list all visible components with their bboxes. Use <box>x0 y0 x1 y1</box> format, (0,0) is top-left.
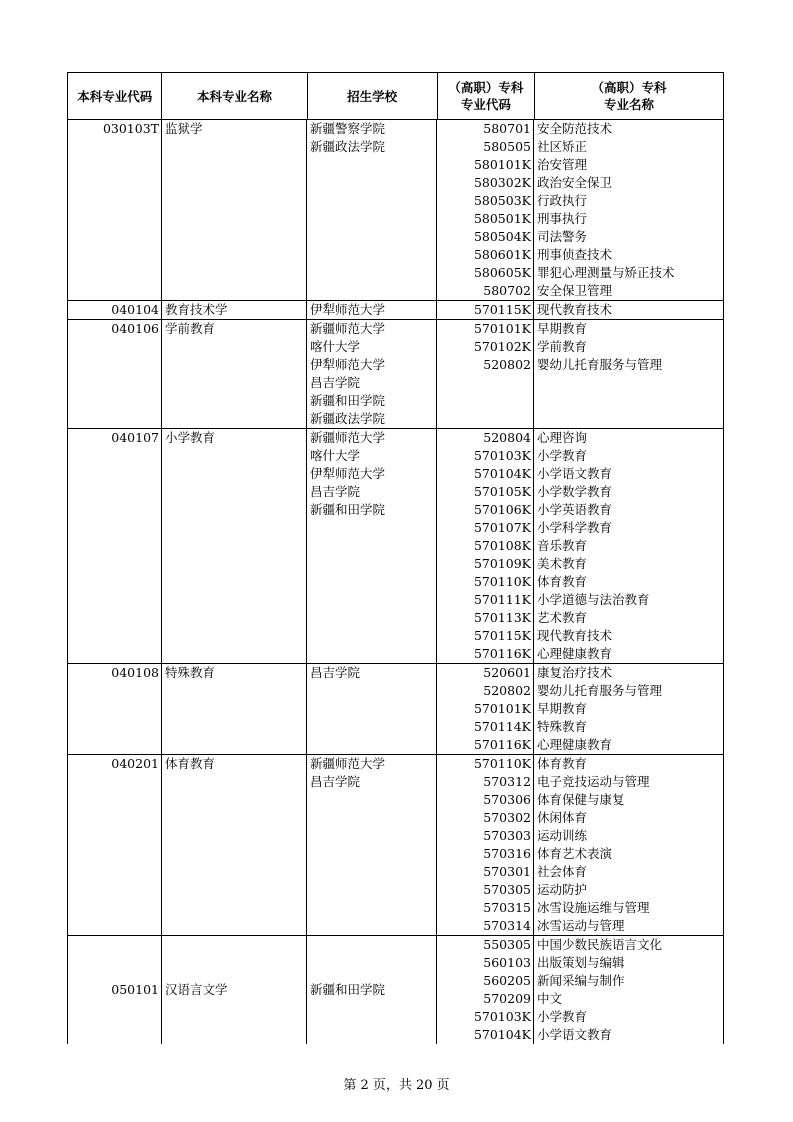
vocational-code: 520802 <box>483 357 531 372</box>
undergrad-name-cell <box>162 664 307 754</box>
vocational-code: 580101K <box>473 157 531 172</box>
table-row <box>67 320 724 429</box>
vocational-code: 520802 <box>483 683 531 698</box>
vocational-code: 570107K <box>473 520 531 535</box>
undergrad-name: 汉语言文学 <box>165 982 228 997</box>
vocational-code: 570108K <box>473 538 531 553</box>
school-name: 昌吉学院 <box>310 665 361 680</box>
vocational-name: 音乐教育 <box>537 538 588 553</box>
major-table <box>67 72 724 1044</box>
vocational-name: 心理健康教育 <box>537 646 613 661</box>
table-row <box>67 936 724 1044</box>
undergrad-code: 040201 <box>111 756 159 771</box>
vocational-code: 570111K <box>473 592 531 607</box>
vocational-name-cell <box>534 120 723 300</box>
vocational-code: 570301 <box>483 864 531 879</box>
vocational-code: 570116K <box>473 646 531 661</box>
vocational-code: 570110K <box>473 574 531 589</box>
vocational-code: 570312 <box>483 774 531 789</box>
vocational-name: 运动训练 <box>537 828 588 843</box>
vocational-name: 小学语文教育 <box>537 1027 613 1042</box>
vocational-name: 特殊教育 <box>537 719 588 734</box>
vocational-name: 心理健康教育 <box>537 737 613 752</box>
vocational-name: 政治安全保卫 <box>537 175 613 190</box>
table-row <box>67 664 724 755</box>
table-row <box>67 301 724 320</box>
table-row <box>67 429 724 664</box>
school-cell <box>307 664 437 754</box>
vocational-code-cell <box>437 320 534 428</box>
vocational-code: 570116K <box>473 737 531 752</box>
vocational-name: 刑事侦查技术 <box>537 247 613 262</box>
table-row <box>67 120 724 301</box>
header-undergrad-code: 本科专业代码 <box>68 73 162 119</box>
undergrad-name-cell <box>162 301 307 319</box>
vocational-code: 580505 <box>483 139 531 154</box>
page-footer: 第 2 页，共 20 页 <box>343 1078 450 1093</box>
vocational-code-cell <box>437 120 534 300</box>
vocational-name: 婴幼儿托育服务与管理 <box>537 357 663 372</box>
vocational-name-cell <box>534 936 723 1044</box>
vocational-code-cell <box>437 301 534 319</box>
table-body <box>67 120 724 1044</box>
vocational-name: 早期教育 <box>537 701 588 716</box>
school-cell <box>307 755 437 935</box>
vocational-name: 安全防范技术 <box>537 121 613 136</box>
vocational-name: 治安管理 <box>537 157 588 172</box>
vocational-code: 520601 <box>483 665 531 680</box>
vocational-name: 安全保卫管理 <box>537 283 613 298</box>
vocational-name: 小学道德与法治教育 <box>537 592 650 607</box>
undergrad-name-cell <box>162 936 307 1044</box>
vocational-code: 580601K <box>473 247 531 262</box>
vocational-name: 新闻采编与制作 <box>537 973 625 988</box>
vocational-code: 570316 <box>483 846 531 861</box>
vocational-code: 560103 <box>483 955 531 970</box>
vocational-name-cell <box>534 320 723 428</box>
vocational-code: 560205 <box>483 973 531 988</box>
vocational-code-cell <box>437 429 534 663</box>
vocational-code: 570209 <box>483 991 531 1006</box>
vocational-code: 580501K <box>473 211 531 226</box>
undergrad-name: 特殊教育 <box>165 665 216 680</box>
vocational-name: 司法警务 <box>537 229 588 244</box>
header-undergrad-name: 本科专业名称 <box>162 73 307 119</box>
school-name: 伊犁师范大学 <box>310 466 386 481</box>
vocational-name: 小学英语教育 <box>537 502 613 517</box>
vocational-name: 小学教育 <box>537 1009 588 1024</box>
vocational-name-cell <box>534 301 723 319</box>
vocational-name: 小学数学教育 <box>537 484 613 499</box>
vocational-code: 570314 <box>483 918 531 933</box>
undergrad-name-cell <box>162 320 307 428</box>
school-name: 新疆和田学院 <box>310 502 386 517</box>
vocational-code: 570113K <box>473 610 531 625</box>
vocational-name: 出版策划与编辑 <box>537 955 625 970</box>
undergrad-name: 体育教育 <box>165 756 216 771</box>
undergrad-name: 学前教育 <box>165 321 216 336</box>
undergrad-name-cell <box>162 429 307 663</box>
vocational-name: 早期教育 <box>537 321 588 336</box>
undergrad-code-cell <box>68 664 162 754</box>
vocational-code: 570302 <box>483 810 531 825</box>
vocational-code: 570104K <box>473 1027 531 1042</box>
vocational-code: 570102K <box>473 339 531 354</box>
vocational-name: 康复治疗技术 <box>537 665 613 680</box>
school-name: 新疆政法学院 <box>310 139 386 154</box>
undergrad-code: 040108 <box>111 665 159 680</box>
vocational-code: 580302K <box>473 175 531 190</box>
school-name: 新疆师范大学 <box>310 321 386 336</box>
vocational-code: 570101K <box>473 321 531 336</box>
school-name: 伊犁师范大学 <box>310 357 386 372</box>
school-name: 新疆师范大学 <box>310 430 386 445</box>
vocational-name: 体育教育 <box>537 756 588 771</box>
school-cell <box>307 320 437 428</box>
vocational-name: 体育保健与康复 <box>537 792 625 807</box>
school-name: 新疆政法学院 <box>310 411 386 426</box>
vocational-code: 570305 <box>483 882 531 897</box>
vocational-name: 罪犯心理测量与矫正技术 <box>537 265 675 280</box>
undergrad-name-cell <box>162 755 307 935</box>
vocational-code: 570110K <box>473 756 531 771</box>
undergrad-name: 教育技术学 <box>165 302 228 317</box>
undergrad-code: 050101 <box>111 982 159 997</box>
vocational-code: 570103K <box>473 448 531 463</box>
vocational-code: 570303 <box>483 828 531 843</box>
school-name: 新疆师范大学 <box>310 756 386 771</box>
school-name: 新疆和田学院 <box>310 982 386 997</box>
vocational-name-cell <box>534 429 723 663</box>
vocational-name: 婴幼儿托育服务与管理 <box>537 683 663 698</box>
school-name: 新疆和田学院 <box>310 393 386 408</box>
vocational-code: 570115K <box>473 302 531 317</box>
vocational-code-cell <box>437 664 534 754</box>
vocational-code-cell <box>437 936 534 1044</box>
vocational-code: 570315 <box>483 900 531 915</box>
header-vocational-name: （高职）专科 专业名称 <box>591 80 667 112</box>
vocational-name: 中文 <box>537 991 563 1006</box>
header-vocational-code: （高职）专科 专业代码 <box>438 73 535 119</box>
vocational-code: 580702 <box>483 283 531 298</box>
vocational-code: 570106K <box>473 502 531 517</box>
vocational-code-cell <box>437 755 534 935</box>
vocational-code: 580504K <box>473 229 531 244</box>
vocational-name: 小学科学教育 <box>537 520 613 535</box>
vocational-name: 学前教育 <box>537 339 588 354</box>
vocational-name: 艺术教育 <box>537 610 588 625</box>
vocational-name: 休闲体育 <box>537 810 588 825</box>
undergrad-code: 040104 <box>111 302 159 317</box>
undergrad-name: 监狱学 <box>165 121 203 136</box>
vocational-code: 580605K <box>473 265 531 280</box>
vocational-name: 冰雪运动与管理 <box>537 918 625 933</box>
vocational-name: 心理咨询 <box>537 430 588 445</box>
school-name: 喀什大学 <box>310 448 361 463</box>
vocational-code: 570104K <box>473 466 531 481</box>
school-name: 喀什大学 <box>310 339 361 354</box>
vocational-code: 550305 <box>483 937 531 952</box>
school-cell <box>307 936 437 1044</box>
vocational-code: 580701 <box>483 121 531 136</box>
undergrad-code: 040107 <box>111 430 159 445</box>
vocational-name: 刑事执行 <box>537 211 588 226</box>
vocational-code: 570101K <box>473 701 531 716</box>
vocational-name: 现代教育技术 <box>537 628 613 643</box>
vocational-name: 冰雪设施运维与管理 <box>537 900 650 915</box>
vocational-code: 570103K <box>473 1009 531 1024</box>
undergrad-code-cell <box>68 301 162 319</box>
school-name: 新疆警察学院 <box>310 121 386 136</box>
vocational-name: 小学语文教育 <box>537 466 613 481</box>
vocational-name: 现代教育技术 <box>537 302 613 317</box>
undergrad-code: 040106 <box>111 321 159 336</box>
undergrad-code-cell <box>68 320 162 428</box>
vocational-code: 520804 <box>483 430 531 445</box>
undergrad-code-cell <box>68 755 162 935</box>
school-cell <box>307 120 437 300</box>
header-school: 招生学校 <box>308 73 438 119</box>
vocational-name: 体育艺术表演 <box>537 846 613 861</box>
vocational-name: 美术教育 <box>537 556 588 571</box>
undergrad-code-cell <box>68 429 162 663</box>
school-name: 昌吉学院 <box>310 484 361 499</box>
vocational-name: 中国少数民族语言文化 <box>537 937 663 952</box>
vocational-code: 570114K <box>473 719 531 734</box>
vocational-code: 570105K <box>473 484 531 499</box>
undergrad-name-cell <box>162 120 307 300</box>
vocational-code: 570306 <box>483 792 531 807</box>
undergrad-code-cell <box>68 936 162 1044</box>
undergrad-name: 小学教育 <box>165 430 216 445</box>
school-name: 昌吉学院 <box>310 375 361 390</box>
vocational-name-cell <box>534 755 723 935</box>
vocational-name: 运动防护 <box>537 882 588 897</box>
table-row <box>67 755 724 936</box>
vocational-name: 小学教育 <box>537 448 588 463</box>
undergrad-code-cell <box>68 120 162 300</box>
vocational-code: 570109K <box>473 556 531 571</box>
vocational-code: 570115K <box>473 628 531 643</box>
school-cell <box>307 429 437 663</box>
vocational-name: 电子竞技运动与管理 <box>537 774 650 789</box>
table-header <box>67 72 724 120</box>
vocational-name: 社会体育 <box>537 864 588 879</box>
school-name: 伊犁师范大学 <box>310 302 386 317</box>
vocational-code: 580503K <box>473 193 531 208</box>
vocational-name: 社区矫正 <box>537 139 588 154</box>
vocational-name-cell <box>534 664 723 754</box>
vocational-name: 体育教育 <box>537 574 588 589</box>
undergrad-code: 030103T <box>102 121 159 136</box>
school-name: 昌吉学院 <box>310 774 361 789</box>
school-cell <box>307 301 437 319</box>
vocational-name: 行政执行 <box>537 193 588 208</box>
